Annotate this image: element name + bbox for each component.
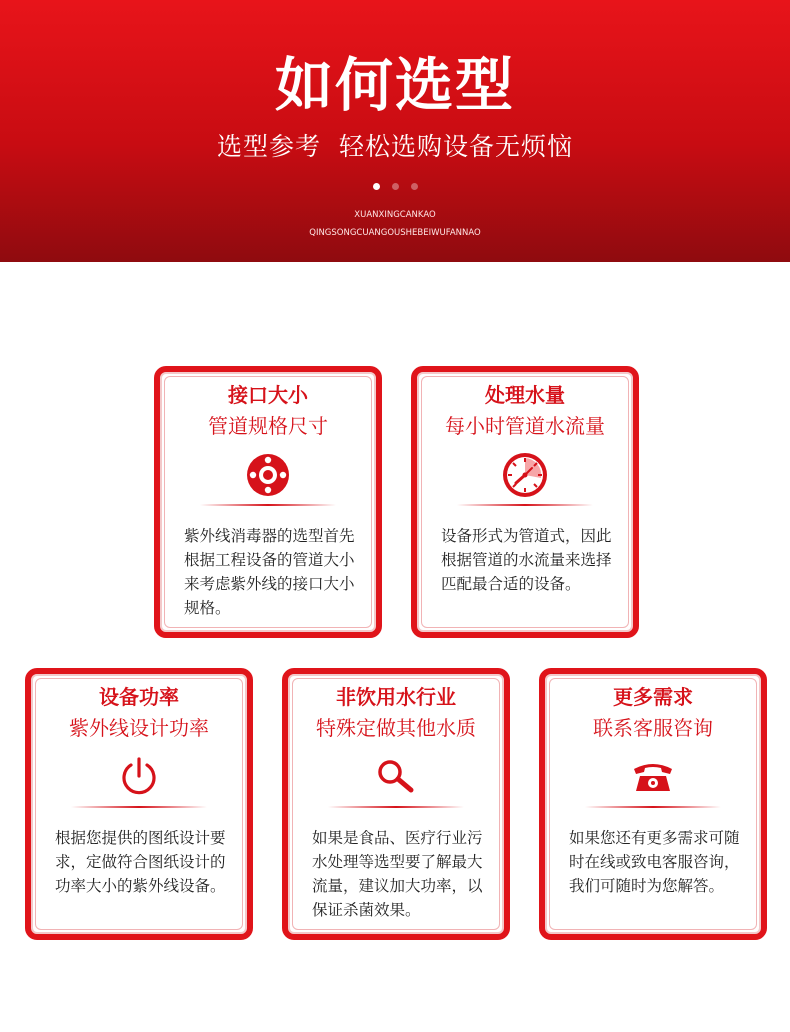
card-title: 处理水量 — [485, 383, 565, 407]
telephone-icon[interactable] — [628, 752, 678, 802]
card-description: 如果您还有更多需求可随时在线或致电客服咨询，我们可随时为您解答。 — [569, 829, 740, 895]
card-more-needs — [539, 668, 767, 940]
carousel-dot-1[interactable] — [373, 183, 380, 190]
card-title: 设备功率 — [99, 685, 179, 709]
card-title: 更多需求 — [613, 685, 693, 709]
card-interface-size — [154, 366, 382, 638]
card-device-power — [25, 668, 253, 940]
card-subtitle: 每小时管道水流量 — [445, 414, 605, 438]
carousel-dot-2[interactable] — [392, 183, 399, 190]
divider — [457, 504, 593, 506]
card-water-volume — [411, 366, 639, 638]
power-icon — [114, 752, 164, 802]
divider — [585, 806, 721, 808]
clock-icon — [500, 450, 550, 500]
card-subtitle: 特殊定做其他水质 — [316, 716, 476, 740]
card-description: 设备形式为管道式，因此根据管道的水流量来选择匹配最合适的设备。 — [441, 527, 612, 593]
pinyin-line-2: QINGSONGCUANGOUSHEBEIWUFANNAO — [309, 228, 481, 238]
card-non-drinking-water — [282, 668, 510, 940]
card-description: 紫外线消毒器的选型首先根据工程设备的管道大小来考虑紫外线的接口大小规格。 — [184, 527, 355, 617]
pipe-flange-icon — [243, 450, 293, 500]
carousel-dots — [0, 183, 790, 193]
card-description: 如果是食品、医疗行业污水处理等选型要了解最大流量，建议加大功率，以保证杀菌效果。 — [312, 829, 483, 919]
card-description: 根据您提供的图纸设计要求，定做符合图纸设计的功率大小的紫外线设备。 — [55, 829, 226, 895]
pinyin-line-1: XUANXINGCANKAO — [354, 210, 436, 220]
page-title: 如何选型 — [274, 51, 515, 119]
card-subtitle: 紫外线设计功率 — [69, 716, 209, 740]
divider — [71, 806, 207, 808]
card-title: 非饮用水行业 — [336, 685, 456, 709]
carousel-dot-3[interactable] — [411, 183, 418, 190]
magnifier-icon — [371, 752, 421, 802]
card-subtitle: 管道规格尺寸 — [208, 414, 328, 438]
card-subtitle: 联系客服咨询 — [593, 716, 713, 740]
card-title: 接口大小 — [228, 383, 308, 407]
divider — [328, 806, 464, 808]
header-banner — [0, 0, 790, 262]
page-subtitle: 选型参考 轻松选购设备无烦恼 — [217, 132, 573, 161]
divider — [200, 504, 336, 506]
